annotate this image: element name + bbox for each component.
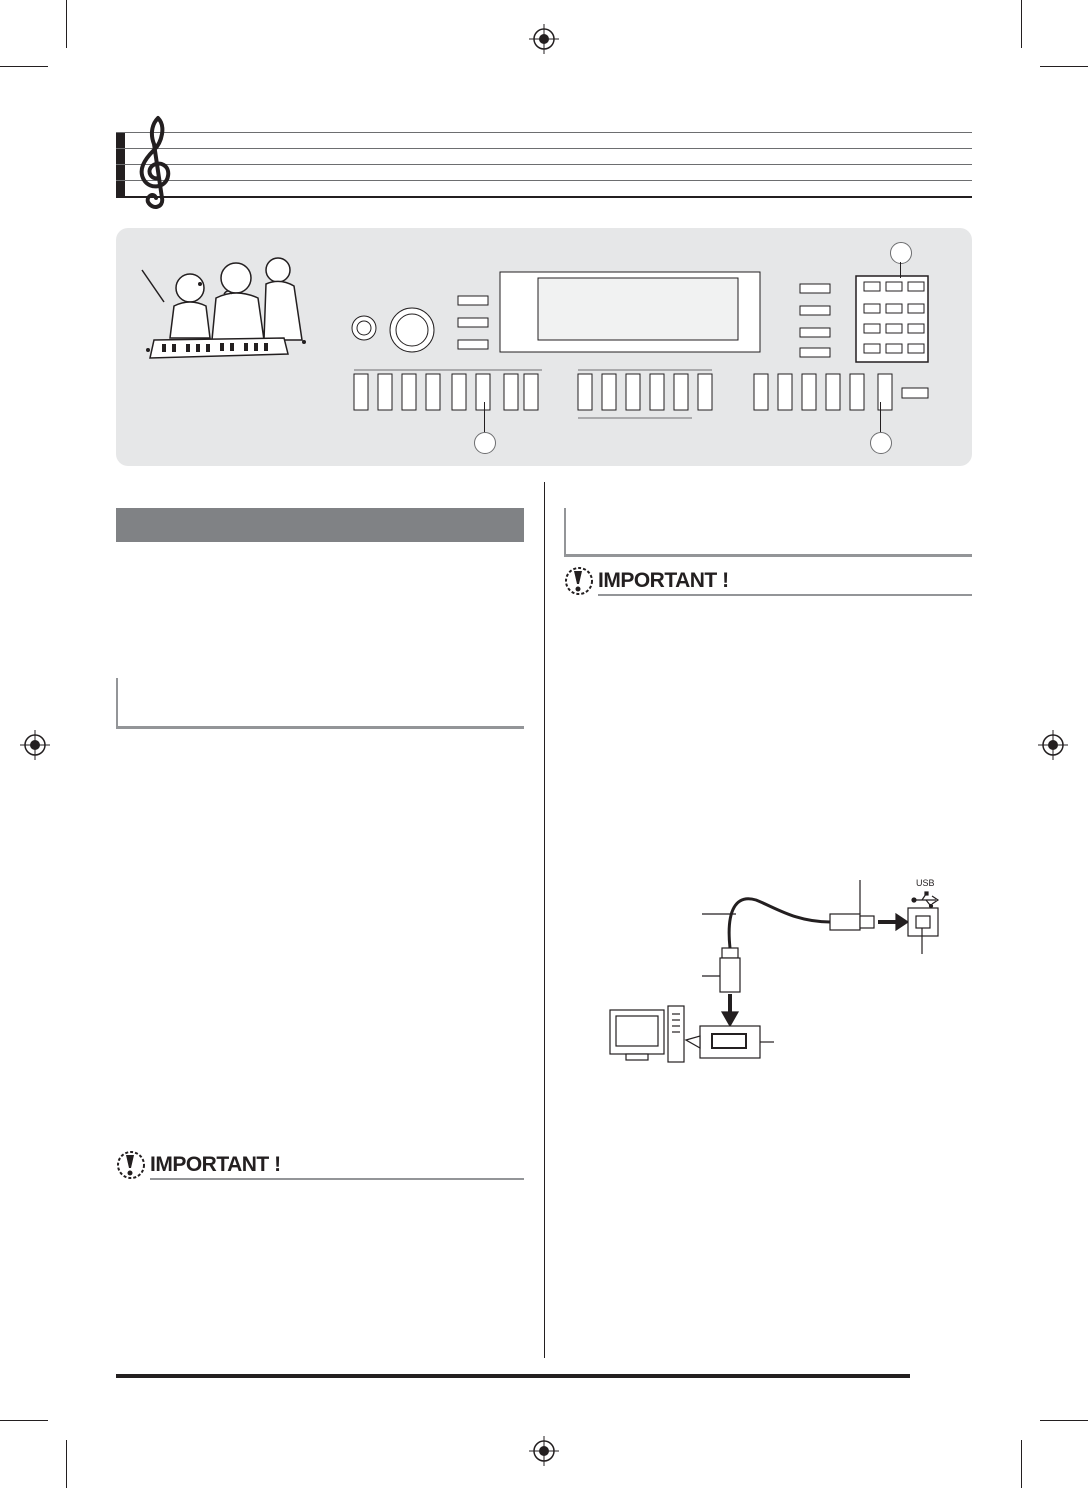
step-marker — [474, 432, 496, 454]
exclamation-icon — [564, 566, 594, 596]
registration-mark-icon — [1038, 730, 1068, 760]
registration-mark-icon — [529, 1436, 559, 1466]
exclamation-icon — [116, 1150, 146, 1180]
registration-mark-icon — [20, 730, 50, 760]
keyboard-panel-illustration — [116, 228, 972, 466]
keyboard-control-panel-illustration — [342, 266, 932, 426]
treble-clef-icon — [132, 112, 178, 212]
header-left-bar — [116, 132, 125, 198]
step-marker — [890, 242, 912, 264]
callout-line — [880, 402, 881, 432]
usb-cable-diagram — [596, 870, 966, 1070]
callout-line — [900, 262, 901, 278]
usb-label: USB — [916, 878, 935, 888]
step-marker — [870, 432, 892, 454]
footer-rule — [116, 1374, 910, 1378]
subsection-heading-box — [116, 678, 524, 729]
family-playing-keyboard-illustration — [134, 240, 324, 360]
important-notice — [564, 566, 972, 596]
important-label: IMPORTANT ! — [150, 1153, 281, 1176]
callout-line — [484, 402, 485, 432]
registration-mark-icon — [529, 24, 559, 54]
column-divider — [544, 482, 545, 1358]
usb-connection-diagram — [596, 870, 966, 1070]
important-notice — [116, 1150, 524, 1180]
section-title-bar — [116, 508, 524, 542]
important-label: IMPORTANT ! — [598, 569, 729, 592]
subsection-heading-box — [564, 508, 972, 557]
